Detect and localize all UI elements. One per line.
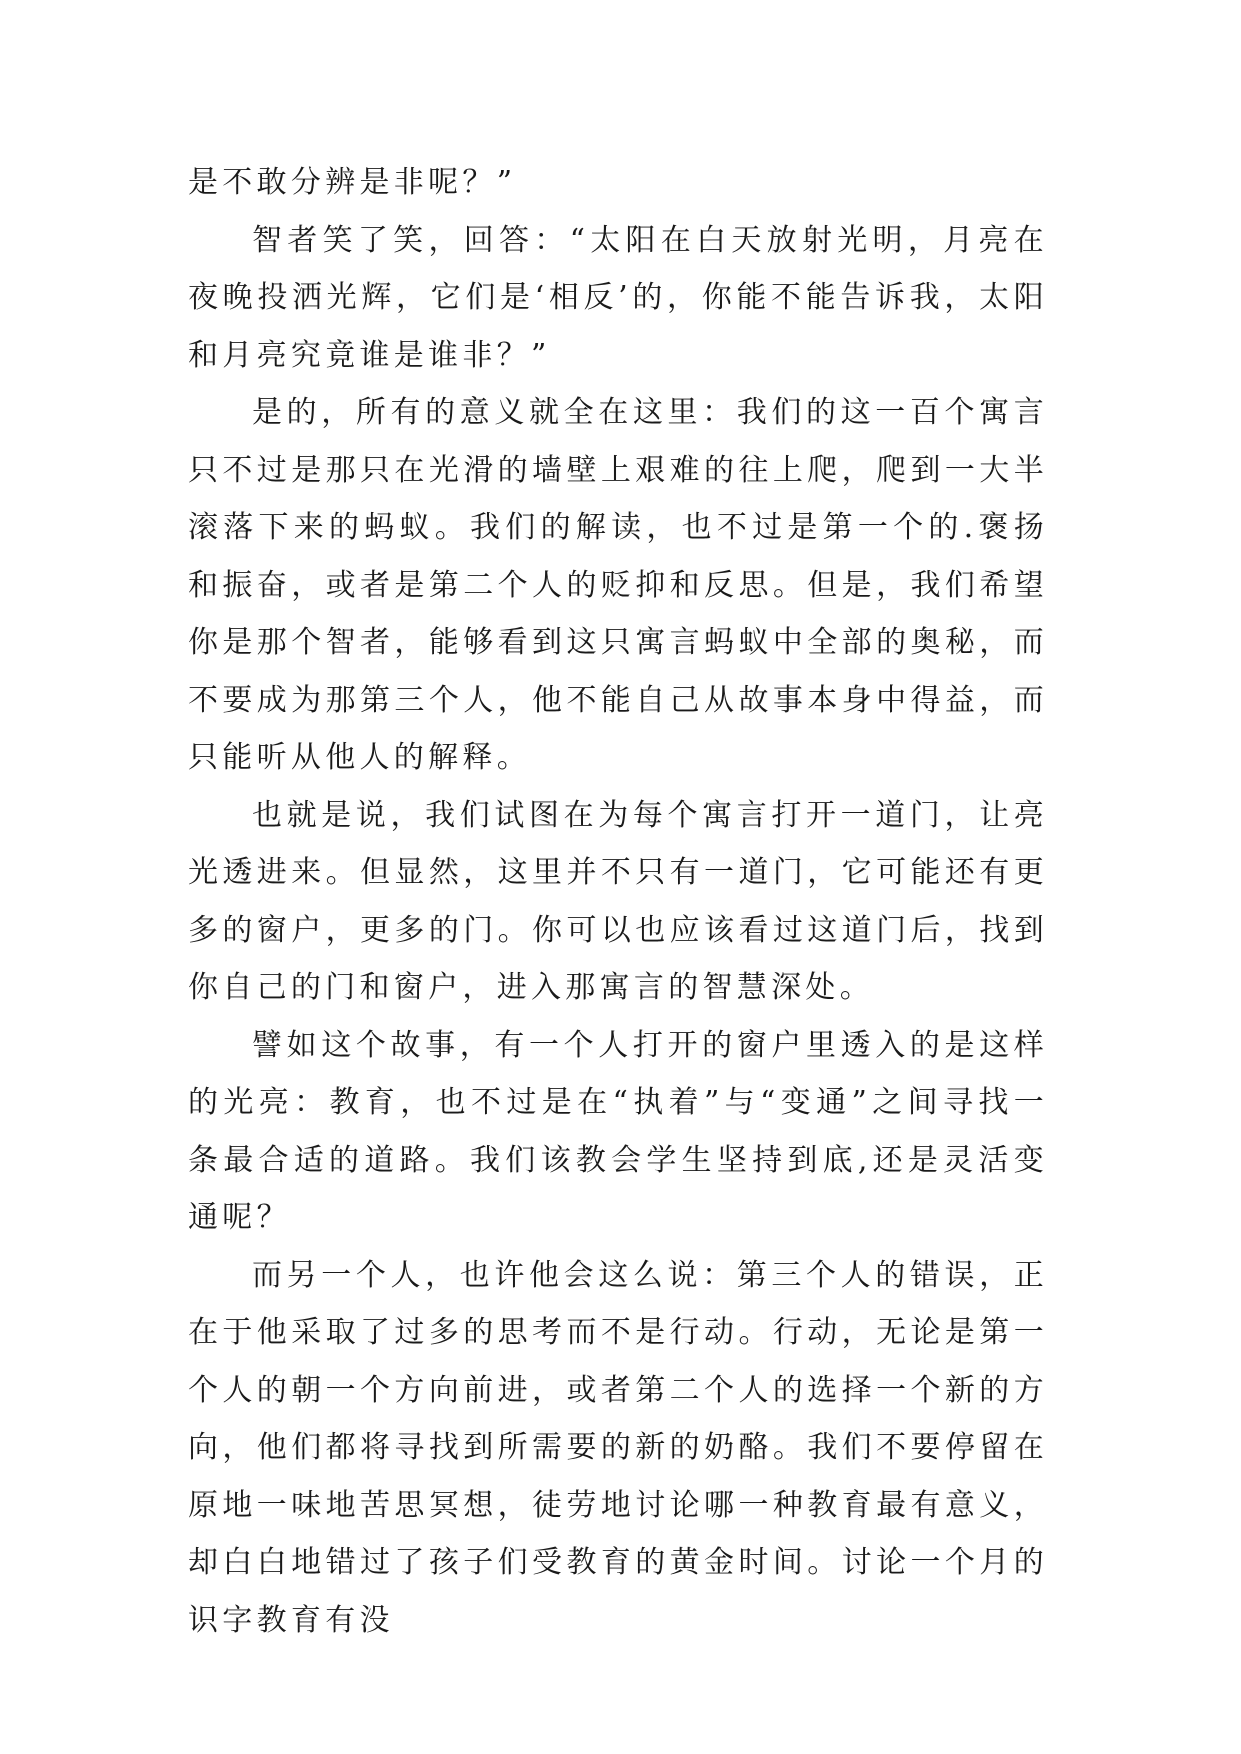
paragraph-2: 智者笑了笑，回答：“太阳在白天放射光明，月亮在夜晚投洒光辉，它们是‘相反’的，你能不能告诉我，太阳和月亮究竟谁是谁非？” [188,222,1048,373]
paragraph-6: 而另一个人，也许他会这么说：第三个人的错误，正在于他采取了过多的思考而不是行动。行动，无论是第一个人的朝一个方向前进，或者第二个人的选择一个新的方向，他们都将寻找到所需要的新的奶酪。我们不要停留在原地一味地苦思冥想，徒劳地讨论哪一种教育最有意义，却白白地错过了孩子们受教育的黄金时间。讨论一个月的识字教育有没 [188,1257,1048,1638]
paragraph-4: 也就是说，我们试图在为每个寓言打开一道门，让亮光透进来。但显然，这里并不只有一道门，它可能还有更多的窗户，更多的门。你可以也应该看过这道门后，找到你自己的门和窗户，进入那寓言的智慧深处。 [188,797,1048,1005]
paragraph-3: 是的，所有的意义就全在这里：我们的这一百个寓言只不过是那只在光滑的墙壁上艰难的往上爬，爬到一大半滚落下来的蚂蚁。我们的解读，也不过是第一个的.褒扬和振奋，或者是第二个人的贬抑和反思。但是，我们希望你是那个智者，能够看到这只寓言蚂蚁中全部的奥秘，而不要成为那第三个人，他不能自己从故事本身中得益，而只能听从他人的解释。 [188,395,1048,775]
paragraph-5: 譬如这个故事，有一个人打开的窗户里透入的是这样的光亮：教育，也不过是在“执着”与“变通”之间寻找一条最合适的道路。我们该教会学生坚持到底,还是灵活变通呢？ [188,1027,1048,1235]
document-body [188,154,1048,1649]
paragraph-1: 是不敢分辨是非呢？” [188,165,517,200]
